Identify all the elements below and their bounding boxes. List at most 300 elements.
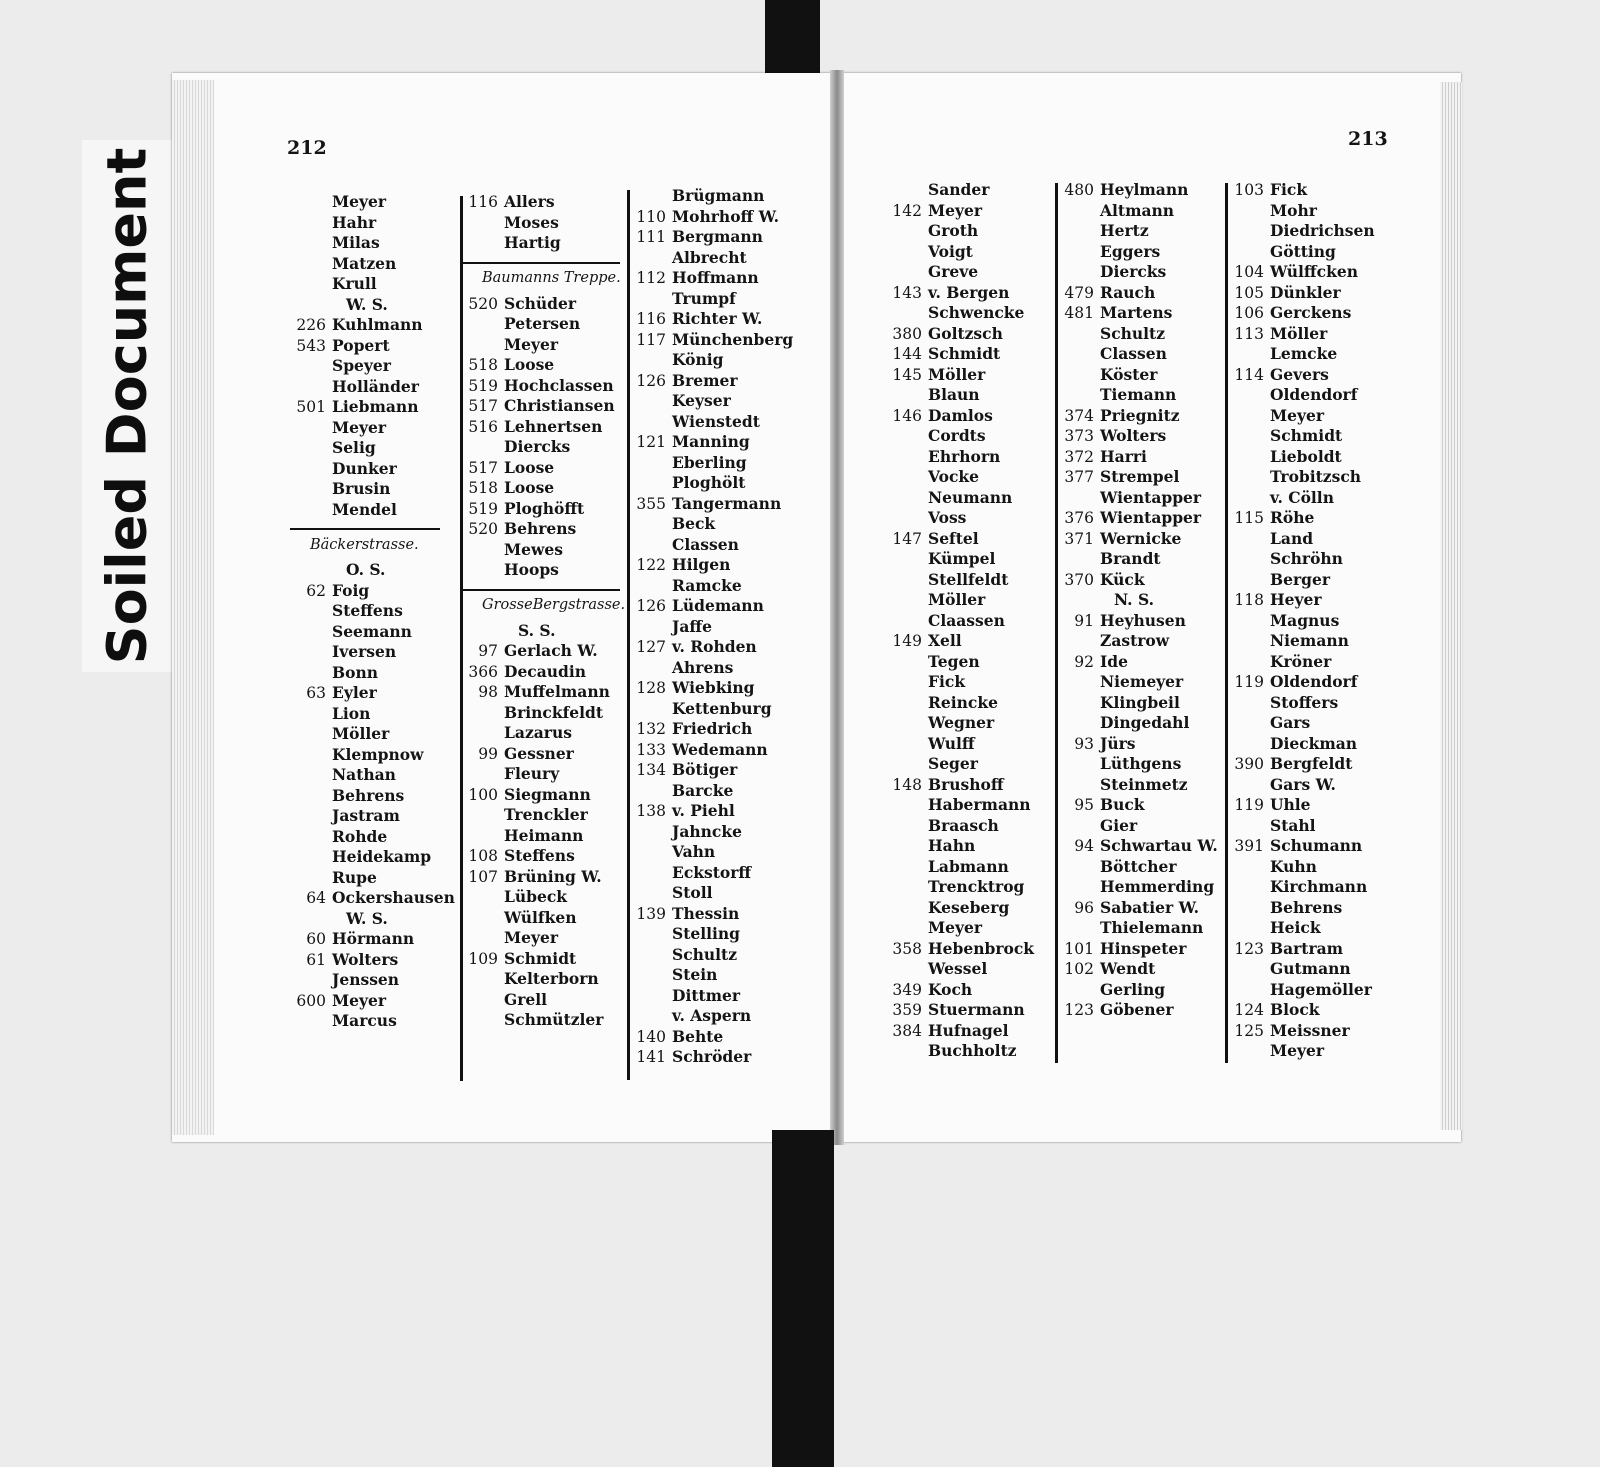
house-number: 140	[636, 1027, 666, 1046]
directory-entry	[1228, 672, 1375, 693]
resident-name: Uhle	[1270, 795, 1311, 814]
house-number	[1058, 877, 1100, 898]
house-number	[1228, 242, 1270, 263]
resident-name: Liebmann	[332, 397, 419, 416]
resident-name: Trencktrog	[928, 877, 1025, 896]
house-number	[290, 356, 332, 377]
resident-name: Wientapper	[1100, 487, 1202, 507]
street-side-heading	[290, 560, 455, 581]
house-number: 376	[1064, 509, 1094, 527]
directory-entry	[1228, 980, 1375, 1001]
resident-name: Land	[1270, 528, 1314, 548]
directory-entry	[630, 637, 793, 658]
directory-entry	[462, 437, 625, 458]
resident-name: Stahl	[1270, 815, 1316, 835]
house-number: 371	[1064, 529, 1094, 548]
resident-name: Hilgen	[672, 555, 731, 574]
resident-name: Hartig	[504, 233, 561, 252]
resident-name: Loose	[504, 457, 555, 477]
indent	[290, 295, 346, 316]
resident-name: Diercks	[1100, 262, 1167, 281]
resident-name: Xell	[928, 631, 962, 650]
resident-name: Hoffmann	[672, 268, 759, 287]
resident-name: Jastram	[332, 806, 400, 825]
resident-name: Steinmetz	[1100, 774, 1188, 794]
binding-strap-top	[765, 0, 820, 82]
house-number: 149	[892, 632, 922, 650]
resident-name: Brusin	[332, 479, 391, 498]
directory-entry	[462, 213, 625, 234]
resident-name: Meyer	[928, 200, 983, 220]
directory-entry	[1058, 201, 1218, 222]
resident-name: Zastrow	[1100, 631, 1170, 650]
house-number: 124	[1234, 1001, 1264, 1019]
house-number: 99	[478, 744, 498, 763]
resident-name: Selig	[332, 438, 376, 457]
directory-entry	[462, 641, 625, 662]
directory-entry	[880, 754, 1034, 775]
resident-name: Meyer	[1270, 1041, 1325, 1060]
house-number	[880, 652, 928, 673]
house-number	[880, 242, 928, 263]
house-number: 145	[892, 365, 922, 384]
resident-name: Lazarus	[504, 723, 572, 742]
house-number: 107	[468, 867, 498, 886]
house-number	[630, 350, 672, 371]
house-number	[290, 827, 332, 848]
directory-entry	[462, 949, 625, 970]
resident-name: Sabatier W.	[1100, 897, 1199, 917]
directory-entry	[1228, 303, 1375, 324]
resident-name: Wessel	[928, 959, 988, 978]
resident-name: Mendel	[332, 499, 397, 519]
resident-name: Behrens	[1270, 897, 1343, 917]
directory-entry	[630, 227, 793, 248]
left-page-edges	[172, 80, 214, 1135]
house-number	[462, 703, 504, 724]
house-number: 518	[468, 479, 498, 497]
house-number	[1228, 980, 1270, 1001]
resident-name: Dünkler	[1270, 282, 1341, 302]
directory-entry	[1058, 836, 1218, 857]
house-number	[880, 221, 928, 242]
resident-name: Diedrichsen	[1270, 221, 1375, 240]
directory-entry	[630, 289, 793, 310]
resident-name: Damlos	[928, 405, 993, 425]
left-page-number: 212	[287, 137, 327, 159]
directory-entry	[1058, 611, 1218, 632]
house-number	[1228, 775, 1270, 796]
resident-name: Niemeyer	[1100, 672, 1184, 691]
directory-entry	[462, 499, 625, 520]
resident-name: Bartram	[1270, 938, 1344, 958]
resident-name: Meyer	[332, 990, 387, 1010]
directory-entry	[1058, 939, 1218, 960]
house-number	[880, 754, 928, 775]
house-number	[630, 473, 672, 494]
directory-entry	[462, 376, 625, 397]
directory-entry	[630, 453, 793, 474]
resident-name: Ide	[1100, 651, 1128, 671]
resident-name: Gutmann	[1270, 959, 1351, 978]
resident-name: Tegen	[928, 651, 980, 671]
resident-name: Jahncke	[672, 821, 742, 841]
directory-entry	[880, 693, 1034, 714]
house-number	[880, 836, 928, 857]
house-number	[290, 847, 332, 868]
resident-name: Goltzsch	[928, 323, 1003, 343]
resident-name: Rupe	[332, 867, 377, 887]
resident-name: Stein	[672, 965, 718, 984]
house-number: 600	[296, 991, 326, 1010]
directory-entry	[630, 555, 793, 576]
resident-name: Brügmann	[672, 186, 765, 205]
right-column-2	[1058, 180, 1218, 1021]
resident-name: Classen	[672, 534, 739, 554]
house-number	[462, 990, 504, 1011]
house-number	[880, 549, 928, 570]
resident-name: Nathan	[332, 765, 396, 784]
directory-entry	[1058, 795, 1218, 816]
resident-name: Brinckfeldt	[504, 702, 604, 722]
street-heading	[290, 528, 455, 560]
directory-entry	[1228, 283, 1375, 304]
house-number	[462, 826, 504, 847]
house-number	[1058, 672, 1100, 693]
directory-entry	[880, 939, 1034, 960]
resident-name: Stoffers	[1270, 692, 1339, 712]
directory-entry	[290, 336, 455, 357]
resident-name: Mohr	[1270, 200, 1317, 220]
house-number	[462, 928, 504, 949]
resident-name: Behrens	[504, 519, 577, 538]
resident-name: Heidekamp	[332, 847, 432, 866]
left-column-2	[462, 192, 625, 1031]
street-side-heading	[462, 621, 625, 642]
house-number	[1228, 816, 1270, 837]
resident-name: Gars	[1270, 713, 1311, 732]
house-number	[290, 806, 332, 827]
house-number	[290, 500, 332, 521]
resident-name: Kuhlmann	[332, 315, 423, 334]
directory-entry	[880, 406, 1034, 427]
resident-name: Stelling	[672, 924, 740, 943]
directory-entry	[462, 478, 625, 499]
house-number: 141	[636, 1048, 666, 1066]
resident-name: Labmann	[928, 856, 1009, 876]
house-number: 380	[892, 324, 922, 343]
directory-entry	[630, 494, 793, 515]
house-number	[462, 969, 504, 990]
directory-entry	[1058, 734, 1218, 755]
resident-name: Milas	[332, 233, 380, 252]
house-number: 101	[1064, 939, 1094, 958]
directory-entry	[290, 459, 455, 480]
directory-entry	[630, 371, 793, 392]
directory-entry	[1058, 508, 1218, 529]
house-number	[290, 192, 332, 213]
resident-name: Lehnertsen	[504, 416, 603, 436]
house-number	[1058, 221, 1100, 242]
house-number: 123	[1234, 939, 1264, 958]
house-number: 115	[1234, 509, 1264, 527]
house-number	[1058, 385, 1100, 406]
house-number	[1228, 611, 1270, 632]
house-number	[290, 663, 332, 684]
directory-entry	[880, 242, 1034, 263]
house-number: 479	[1064, 283, 1094, 302]
resident-name: Schmidt	[504, 948, 577, 968]
directory-entry	[462, 928, 625, 949]
directory-entry	[290, 847, 455, 868]
house-number: 127	[636, 638, 666, 656]
directory-entry	[630, 863, 793, 884]
house-number: 108	[468, 847, 498, 865]
directory-entry	[290, 479, 455, 500]
directory-entry	[462, 396, 625, 417]
resident-name: Meyer	[504, 334, 559, 354]
house-number	[630, 186, 672, 207]
resident-name: Krull	[332, 274, 377, 293]
directory-entry	[462, 969, 625, 990]
directory-entry	[1058, 303, 1218, 324]
house-number: 102	[1064, 960, 1094, 978]
directory-entry	[290, 213, 455, 234]
house-number: 103	[1234, 181, 1264, 199]
directory-entry	[1228, 775, 1375, 796]
resident-name: Claassen	[928, 610, 1005, 630]
directory-entry	[462, 744, 625, 765]
directory-entry	[1058, 918, 1218, 939]
house-number	[880, 303, 928, 324]
directory-entry	[290, 315, 455, 336]
directory-entry	[630, 432, 793, 453]
directory-entry	[630, 699, 793, 720]
house-number: 125	[1234, 1021, 1264, 1040]
house-number: 116	[468, 193, 498, 211]
house-number: 64	[306, 889, 326, 907]
directory-entry	[462, 540, 625, 561]
resident-name: Christiansen	[504, 396, 615, 415]
directory-entry	[462, 785, 625, 806]
house-number	[630, 986, 672, 1007]
directory-entry	[1058, 529, 1218, 550]
house-number	[880, 488, 928, 509]
house-number	[630, 945, 672, 966]
directory-entry	[880, 611, 1034, 632]
house-number: 116	[636, 310, 666, 328]
resident-name: Friedrich	[672, 719, 753, 738]
house-number: 133	[636, 740, 666, 759]
resident-name: Heylmann	[1100, 180, 1189, 199]
resident-name: v. Aspern	[672, 1006, 752, 1025]
resident-name: Allers	[504, 192, 555, 211]
directory-entry	[880, 488, 1034, 509]
directory-entry	[1058, 959, 1218, 980]
house-number	[630, 248, 672, 269]
resident-name: Dingedahl	[1100, 713, 1190, 732]
house-number	[462, 887, 504, 908]
house-number	[290, 479, 332, 500]
directory-entry	[290, 765, 455, 786]
indent	[290, 560, 346, 581]
house-number	[1058, 631, 1100, 652]
resident-name: Mohrhoff W.	[672, 206, 780, 226]
directory-entry	[1228, 611, 1375, 632]
house-number	[1228, 406, 1270, 427]
directory-entry	[630, 658, 793, 679]
directory-entry	[880, 549, 1034, 570]
directory-entry	[1058, 549, 1218, 570]
directory-entry	[290, 683, 455, 704]
house-number: 122	[636, 556, 666, 574]
directory-entry	[880, 344, 1034, 365]
house-number	[1058, 775, 1100, 796]
house-number	[630, 924, 672, 945]
house-number	[880, 713, 928, 734]
directory-entry	[290, 786, 455, 807]
directory-entry	[290, 377, 455, 398]
house-number	[630, 535, 672, 556]
resident-name: Fick	[928, 672, 966, 691]
house-number	[290, 745, 332, 766]
house-number	[290, 459, 332, 480]
resident-name: Wegner	[928, 713, 995, 732]
resident-name: Lemcke	[1270, 344, 1338, 363]
directory-entry	[290, 438, 455, 459]
house-number	[630, 576, 672, 597]
resident-name: Beck	[672, 514, 716, 533]
resident-name: Dieckman	[1270, 733, 1358, 753]
resident-name: Hinspeter	[1100, 938, 1187, 958]
indent	[290, 909, 346, 930]
resident-name: Hufnagel	[928, 1020, 1009, 1040]
house-number	[880, 877, 928, 898]
directory-entry	[880, 385, 1034, 406]
house-number	[290, 970, 332, 991]
resident-name: Wülfken	[504, 907, 577, 927]
resident-name: Wernicke	[1100, 528, 1182, 548]
directory-entry	[462, 723, 625, 744]
house-number: 109	[468, 949, 498, 968]
house-number	[1058, 242, 1100, 263]
resident-name: Fleury	[504, 764, 560, 783]
resident-name: Groth	[928, 221, 979, 240]
directory-entry	[290, 500, 455, 521]
directory-entry	[880, 959, 1034, 980]
resident-name: Diercks	[504, 437, 571, 456]
house-number: 543	[296, 336, 326, 355]
resident-name: Lüdemann	[672, 596, 764, 615]
directory-entry	[1228, 898, 1375, 919]
resident-name: Möller	[1270, 323, 1328, 343]
house-number	[462, 233, 504, 254]
directory-entry	[630, 617, 793, 638]
street-side-heading	[1058, 590, 1218, 611]
directory-entry	[880, 980, 1034, 1001]
house-number	[630, 453, 672, 474]
resident-name: Matzen	[332, 253, 397, 273]
house-number	[1228, 549, 1270, 570]
resident-name: Richter W.	[672, 309, 763, 328]
resident-name: Gerlach W.	[504, 641, 598, 660]
resident-name: Voigt	[928, 241, 973, 261]
directory-entry	[880, 631, 1034, 652]
resident-name: Bergfeldt	[1270, 754, 1353, 773]
directory-entry	[290, 806, 455, 827]
resident-name: Bonn	[332, 662, 378, 682]
directory-entry	[880, 447, 1034, 468]
house-number	[1228, 570, 1270, 591]
directory-entry	[630, 945, 793, 966]
directory-entry	[1228, 529, 1375, 550]
resident-name: v. Bergen	[928, 282, 1010, 302]
resident-name: Vahn	[672, 842, 716, 861]
resident-name: Magnus	[1270, 610, 1340, 630]
resident-name: Thielemann	[1100, 918, 1204, 937]
house-number: 139	[636, 904, 666, 923]
house-number	[630, 1006, 672, 1027]
house-number: 142	[892, 201, 922, 220]
directory-entry	[880, 836, 1034, 857]
directory-entry	[462, 867, 625, 888]
directory-entry	[1228, 406, 1375, 427]
directory-entry	[1228, 590, 1375, 611]
directory-entry	[462, 805, 625, 826]
resident-name: Martens	[1100, 303, 1173, 322]
resident-name: Eckstorff	[672, 862, 752, 882]
resident-name: Cordts	[928, 426, 986, 445]
resident-name: Rauch	[1100, 282, 1156, 302]
house-number	[880, 1041, 928, 1062]
house-number	[880, 590, 928, 611]
resident-name: Classen	[1100, 344, 1167, 363]
house-number	[1228, 447, 1270, 468]
resident-name: Meissner	[1270, 1020, 1350, 1040]
directory-entry	[290, 642, 455, 663]
right-column-1	[880, 180, 1034, 1062]
directory-entry	[1058, 1000, 1218, 1021]
directory-entry	[630, 1006, 793, 1027]
directory-entry	[1058, 713, 1218, 734]
house-number	[880, 508, 928, 529]
house-number: 134	[636, 761, 666, 779]
resident-name: Schröhn	[1270, 549, 1343, 568]
house-number	[1228, 693, 1270, 714]
resident-name: Bremer	[672, 370, 738, 390]
resident-name: Heyhusen	[1100, 610, 1186, 630]
right-page-number: 213	[1348, 128, 1388, 150]
house-number: 480	[1064, 181, 1094, 199]
directory-entry	[1228, 836, 1375, 857]
house-number: 372	[1064, 447, 1094, 466]
house-number	[1228, 631, 1270, 652]
directory-entry	[1058, 877, 1218, 898]
resident-name: Behte	[672, 1026, 724, 1046]
directory-entry	[462, 192, 625, 213]
resident-name: Vocke	[928, 467, 979, 486]
soiled-document-stamp	[82, 140, 172, 672]
directory-entry	[1058, 406, 1218, 427]
directory-entry	[630, 330, 793, 351]
house-number	[1058, 262, 1100, 283]
directory-entry	[290, 601, 455, 622]
directory-entry	[1228, 508, 1375, 529]
directory-entry	[630, 473, 793, 494]
directory-entry	[880, 795, 1034, 816]
directory-entry	[630, 412, 793, 433]
directory-entry	[1228, 693, 1375, 714]
